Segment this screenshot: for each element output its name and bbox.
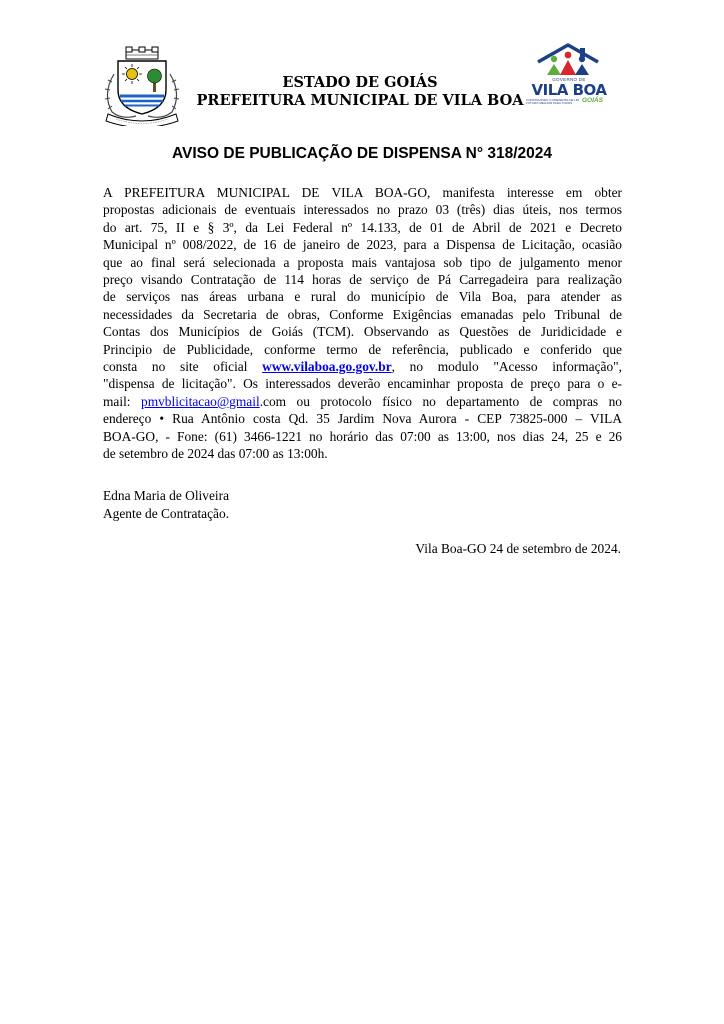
body-line: A PREFEITURA MUNICIPAL DE VILA BOA-GO, manifesta interesse em obter [103, 185, 622, 200]
body-line [103, 393, 622, 410]
body-line [103, 358, 622, 375]
letterhead [160, 74, 560, 110]
body-line: preço visando Contratação de 114 horas de serviço de Pá Carregadeira para realização [103, 272, 622, 288]
body-line: do art. 75, II e § 3º, da Lei Federal nº 14.133, de 01 de Abril de 2021 e Decreto [103, 219, 622, 235]
body-line: necessidades da Secretaria de obras, Conforme Exigências emanadas pelo Tribunal de [103, 306, 622, 322]
logo-tagline: CONSTRUINDO O PRESENTE DE UM FUTURO MELHOR PARA TODOS [526, 98, 580, 105]
notice-body [103, 184, 622, 463]
prefeitura-name: PREFEITURA MUNICIPAL DE VILA BOA [196, 92, 524, 109]
body-text: .com ou protocolo físico no departamento de compras no [259, 393, 622, 409]
body-line: BOA-GO, - Fone: (61) 3466-1221 no horário das 07:00 as 13:00, nos dias 24, 25 e 26 [103, 428, 622, 444]
governo-vila-boa-logo [522, 42, 616, 108]
governo-de-label: GOVERNO DE [552, 77, 586, 82]
vila-boa-wordmark: VILA BOA [531, 81, 607, 99]
notice-title: AVISO DE PUBLICAÇÃO DE DISPENSA N° 318/2024 [171, 145, 553, 162]
body-line: endereço • Rua Antônio costa Qd. 35 Jardim Nova Aurora - CEP 73825-000 – VILA [103, 411, 622, 427]
email-link[interactable]: pmvblicitacao@gmail [141, 393, 260, 409]
state-name: ESTADO DE GOIÁS [282, 74, 438, 91]
body-text: , no modulo "Acesso informação", [391, 359, 622, 375]
body-line: que ao final será selecionada a proposta mais vantajosa sob tipo de julgamento menor [103, 254, 622, 270]
document-date: Vila Boa-GO 24 de setembro de 2024. [415, 541, 621, 556]
signer-role: Agente de Contratação. [103, 506, 230, 521]
body-line: propostas adicionais de eventuais interessados no prazo 03 (três) dias úteis, nos termos [103, 202, 622, 218]
signer-name: Edna Maria de Oliveira [103, 488, 230, 503]
body-line: "dispensa de licitação". Os interessados deverão encaminhar proposta de preço para o e- [103, 376, 622, 392]
body-line: Contas dos Municípios de Goiás (TCM). Observando as Questões de Juridicidade e [103, 324, 622, 340]
body-line: Municipal nº 008/2022, de 16 de janeiro de 2023, para a Dispensa de Licitação, ocasião [103, 237, 622, 253]
signature-block [103, 487, 229, 523]
goias-label: GOIÁS [582, 97, 603, 104]
body-line: de setembro de 2024 das 07:00 as 13:00h. [103, 446, 328, 462]
body-line: Principio de Publicidade, conforme termo de referência, publicado e conferido que [103, 341, 622, 357]
body-text: consta no site oficial [103, 359, 263, 375]
body-line: de serviços nas áreas urbana e rural do município de Vila Boa, para atender as [103, 289, 622, 305]
body-text: mail: [103, 393, 141, 409]
website-link[interactable]: www.vilaboa.go.gov.br [262, 359, 392, 375]
